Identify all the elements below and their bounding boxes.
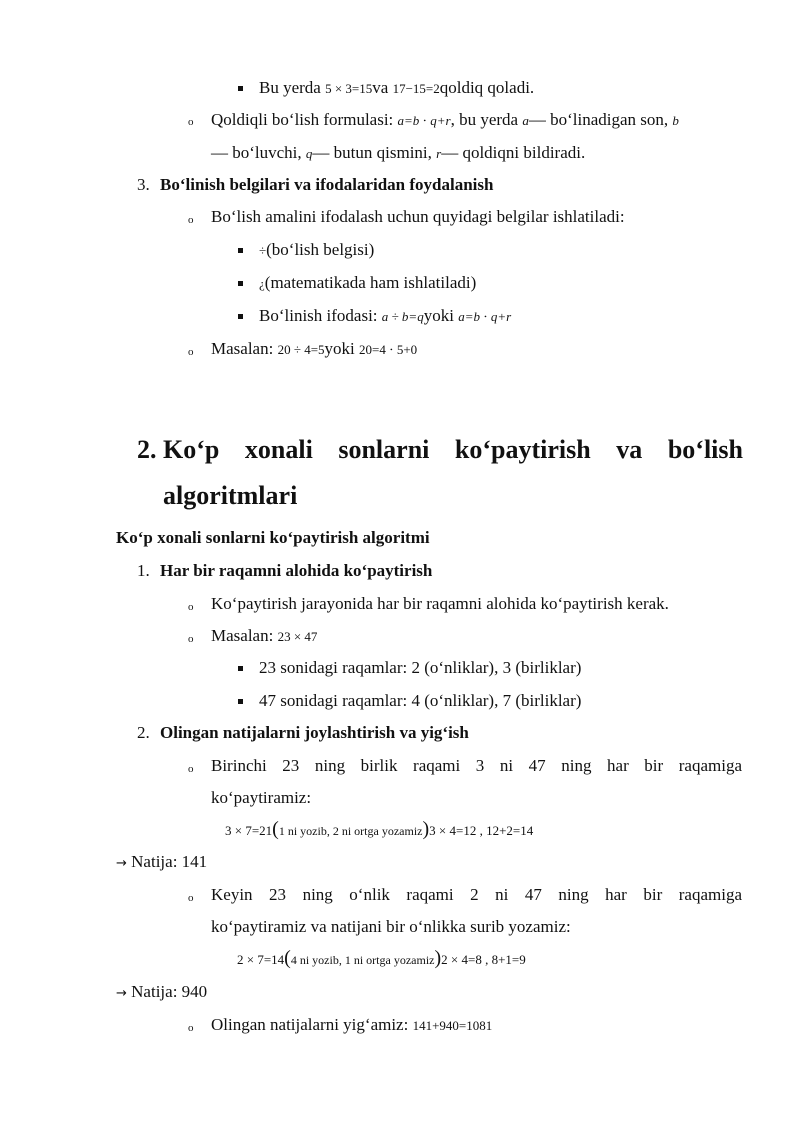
circle-bullet-icon: o — [188, 116, 194, 128]
list-item: Ko‘paytirish jarayonida har bir raqamni alohida ko‘paytirish kerak. — [211, 594, 669, 613]
section-heading: 1. Har bir raqamni alohida ko‘paytirish — [137, 561, 433, 580]
list-item: Olingan natijalarni yig‘amiz: 141+940=1081 — [211, 1015, 493, 1034]
chapter-title: Ko‘p xonali sonlarni ko‘paytirish va bo‘lish — [163, 435, 743, 464]
list-item: Bu yerda 5 × 3=15va 17−15=2qoldiq qoladi. — [259, 78, 535, 97]
paragraph-line: Keyin 23 ning o‘nlik raqami 2 ni 47 ning har bir raqamiga — [211, 885, 742, 904]
formula: 3 × 7=21(1 ni yozib, 2 ni ortga yozamiz)3 × 4=12 , 12+2=14 — [225, 818, 534, 840]
square-bullet-icon — [238, 314, 243, 319]
subheading: Ko‘p xonali sonlarni ko‘paytirish algoritmi — [116, 528, 430, 547]
formula: 2 × 7=14(4 ni yozib, 1 ni ortga yozamiz)2 × 4=8 , 8+1=9 — [237, 947, 526, 969]
chapter-title-line2: algoritmlari — [163, 481, 298, 510]
circle-bullet-icon: o — [188, 633, 194, 645]
circle-bullet-icon: o — [188, 892, 194, 904]
section-heading: 3. Bo‘linish belgilari va ifodalaridan foydalanish — [137, 175, 494, 194]
arrow-right-icon: → — [116, 986, 127, 1001]
result-line: → Natija: 940 — [116, 982, 208, 1001]
paragraph-line: ko‘paytiramiz: — [211, 788, 312, 807]
square-bullet-icon — [238, 86, 243, 91]
list-item: Bo‘lish amalini ifodalash uchun quyidagi belgilar ishlatiladi: — [211, 207, 625, 226]
circle-bullet-icon: o — [188, 346, 194, 358]
list-item: ¿(matematikada ham ishlatiladi) — [259, 273, 477, 292]
list-item: 23 sonidagi raqamlar: 2 (o‘nliklar), 3 (birliklar) — [259, 658, 582, 677]
list-item: 47 sonidagi raqamlar: 4 (o‘nliklar), 7 (birliklar) — [259, 691, 582, 710]
text-line: — bo‘luvchi, q— butun qismini, r— qoldiqni bildiradi. — [211, 143, 586, 162]
list-item: Masalan: 23 × 47 — [211, 626, 318, 645]
result-line: → Natija: 141 — [116, 852, 208, 871]
section-heading: 2. Olingan natijalarni joylashtirish va yig‘ish — [137, 723, 469, 742]
paragraph-line: Birinchi 23 ning birlik raqami 3 ni 47 ning har bir raqamiga — [211, 756, 742, 775]
circle-bullet-icon: o — [188, 601, 194, 613]
square-bullet-icon — [238, 699, 243, 704]
square-bullet-icon — [238, 666, 243, 671]
square-bullet-icon — [238, 281, 243, 286]
square-bullet-icon — [238, 248, 243, 253]
chapter-number: 2. — [137, 435, 157, 464]
arrow-right-icon: → — [116, 856, 127, 871]
list-item: Masalan: 20 ÷ 4=5yoki 20=4 ⋅ 5+0 — [211, 339, 418, 358]
paragraph-line: ko‘paytiramiz va natijani bir o‘nlikka surib yozamiz: — [211, 917, 571, 936]
circle-bullet-icon: o — [188, 763, 194, 775]
list-item: ÷(bo‘lish belgisi) — [259, 240, 375, 259]
list-item: Qoldiqli bo‘lish formulasi: a=b ⋅ q+r, bu yerda a— bo‘linadigan son, b — [211, 110, 679, 129]
list-item: Bo‘linish ifodasi: a ÷ b=qyoki a=b ⋅ q+r — [259, 306, 512, 325]
circle-bullet-icon: o — [188, 214, 194, 226]
circle-bullet-icon: o — [188, 1022, 194, 1034]
